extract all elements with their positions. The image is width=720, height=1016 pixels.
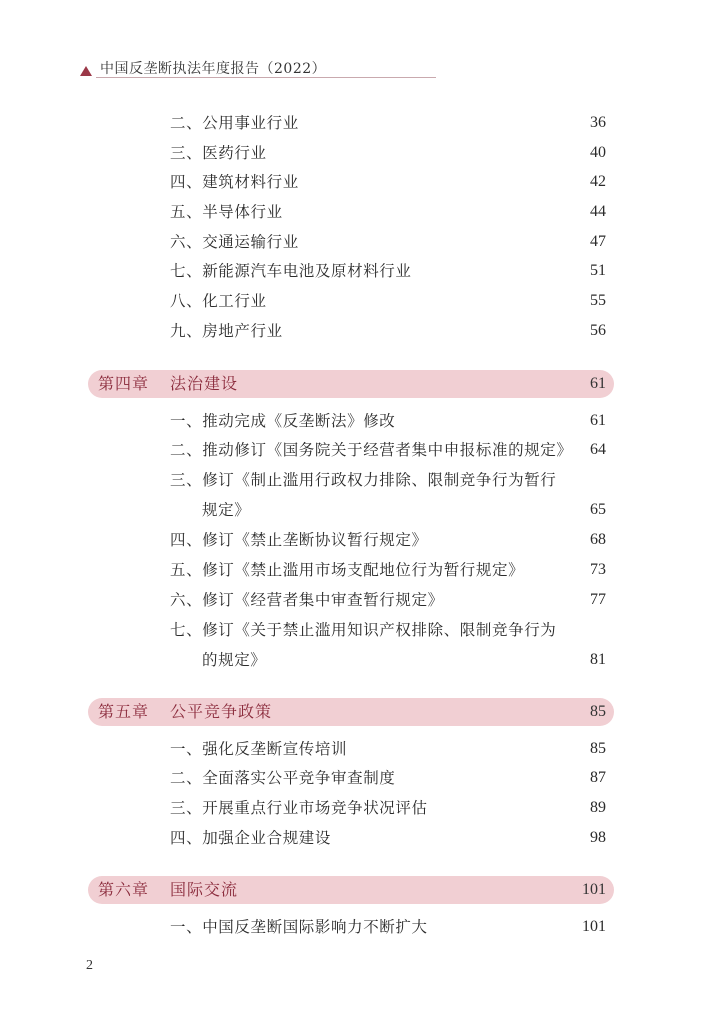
toc-entry-title: 五、半导体行业 bbox=[170, 203, 283, 221]
toc-entry[interactable] bbox=[170, 794, 610, 822]
toc-entry[interactable] bbox=[170, 735, 610, 763]
header-title: 中国反垄断执法年度报告（2022） bbox=[100, 61, 327, 77]
toc-entry-page: 73 bbox=[590, 561, 606, 578]
toc-entry-page: 55 bbox=[590, 292, 606, 309]
toc-entry[interactable] bbox=[170, 586, 610, 614]
toc-entry-title: 三、开展重点行业市场竞争状况评估 bbox=[170, 799, 428, 817]
toc-entry-title: 一、中国反垄断国际影响力不断扩大 bbox=[170, 918, 428, 936]
toc-entry-page: 98 bbox=[590, 829, 606, 846]
toc-entry-page: 101 bbox=[582, 918, 606, 935]
toc-entry-title: 九、房地产行业 bbox=[170, 322, 283, 340]
toc-entry-title: 三、修订《制止滥用行政权力排除、限制竞争行为暂行 bbox=[170, 471, 557, 489]
toc-entry-title: 的规定》 bbox=[202, 651, 267, 669]
chapter-title: 法治建设 bbox=[170, 374, 239, 393]
toc-entry-title: 规定》 bbox=[202, 501, 251, 519]
toc-entry[interactable] bbox=[170, 198, 610, 226]
toc-entry-page: 64 bbox=[590, 441, 606, 458]
toc-entry-page: 36 bbox=[590, 114, 606, 131]
chapter-page: 85 bbox=[590, 703, 606, 720]
chapter-heading-5[interactable] bbox=[88, 698, 614, 726]
toc-entry[interactable] bbox=[170, 824, 610, 852]
toc-entry-title: 三、医药行业 bbox=[170, 144, 267, 162]
toc-entry-title: 七、修订《关于禁止滥用知识产权排除、限制竞争行为 bbox=[170, 621, 557, 639]
toc-entry[interactable] bbox=[170, 913, 610, 941]
toc-entry[interactable] bbox=[170, 764, 610, 792]
toc-entry[interactable] bbox=[170, 407, 610, 435]
toc-entry-title: 二、推动修订《国务院关于经营者集中申报标准的规定》 bbox=[170, 441, 573, 459]
toc-entry-title: 六、交通运输行业 bbox=[170, 233, 299, 251]
toc-entry-page: 77 bbox=[590, 591, 606, 608]
toc-entry-continuation[interactable] bbox=[170, 646, 610, 674]
toc-entry[interactable] bbox=[170, 616, 610, 644]
toc-entry-title: 一、强化反垄断宣传培训 bbox=[170, 740, 348, 758]
toc-entry-title: 二、全面落实公平竞争审查制度 bbox=[170, 769, 396, 787]
toc-entry-title: 四、加强企业合规建设 bbox=[170, 829, 332, 847]
toc-entry[interactable] bbox=[170, 466, 610, 494]
toc-entry-page: 81 bbox=[590, 651, 606, 668]
toc-entry-page: 51 bbox=[590, 262, 606, 279]
chapter-heading-4[interactable] bbox=[88, 370, 614, 398]
toc-entry-title: 四、建筑材料行业 bbox=[170, 173, 299, 191]
chapter-title: 国际交流 bbox=[170, 880, 239, 899]
toc-entry-title: 五、修订《禁止滥用市场支配地位行为暂行规定》 bbox=[170, 561, 525, 579]
toc-entry[interactable] bbox=[170, 526, 610, 554]
toc-entry-page: 85 bbox=[590, 740, 606, 757]
chapter-page: 61 bbox=[590, 375, 606, 392]
toc-entry[interactable] bbox=[170, 436, 610, 464]
toc-entry-title: 一、推动完成《反垄断法》修改 bbox=[170, 412, 396, 430]
chapter-number: 第六章 bbox=[98, 880, 150, 899]
toc-entry-page: 61 bbox=[590, 412, 606, 429]
toc-entry[interactable] bbox=[170, 168, 610, 196]
chapter-title: 公平竞争政策 bbox=[170, 702, 273, 721]
toc-entry-page: 44 bbox=[590, 203, 606, 220]
chapter-number: 第四章 bbox=[98, 374, 150, 393]
toc-entry-page: 68 bbox=[590, 531, 606, 548]
toc-entry[interactable] bbox=[170, 228, 610, 256]
chapter-number: 第五章 bbox=[98, 702, 150, 721]
toc-entry-page: 40 bbox=[590, 144, 606, 161]
toc-entry-title: 四、修订《禁止垄断协议暂行规定》 bbox=[170, 531, 428, 549]
toc-entry[interactable] bbox=[170, 139, 610, 167]
toc-entry-page: 89 bbox=[590, 799, 606, 816]
toc-entry[interactable] bbox=[170, 109, 610, 137]
toc-entry-title: 七、新能源汽车电池及原材料行业 bbox=[170, 262, 412, 280]
chapter-page: 101 bbox=[582, 881, 606, 898]
toc-entry[interactable] bbox=[170, 317, 610, 345]
toc-entry[interactable] bbox=[170, 257, 610, 285]
toc-entry-title: 八、化工行业 bbox=[170, 292, 267, 310]
chapter-heading-6[interactable] bbox=[88, 876, 614, 904]
toc-entry-page: 56 bbox=[590, 322, 606, 339]
toc-entry-page: 87 bbox=[590, 769, 606, 786]
page-number: 2 bbox=[86, 958, 93, 973]
toc-entry-title: 二、公用事业行业 bbox=[170, 114, 299, 132]
toc-entry-page: 42 bbox=[590, 173, 606, 190]
toc-entry-page: 65 bbox=[590, 501, 606, 518]
toc-entry[interactable] bbox=[170, 556, 610, 584]
toc-entry-page: 47 bbox=[590, 233, 606, 250]
toc-entry-title: 六、修订《经营者集中审查暂行规定》 bbox=[170, 591, 444, 609]
toc-entry-continuation[interactable] bbox=[170, 496, 610, 524]
toc-entry[interactable] bbox=[170, 287, 610, 315]
